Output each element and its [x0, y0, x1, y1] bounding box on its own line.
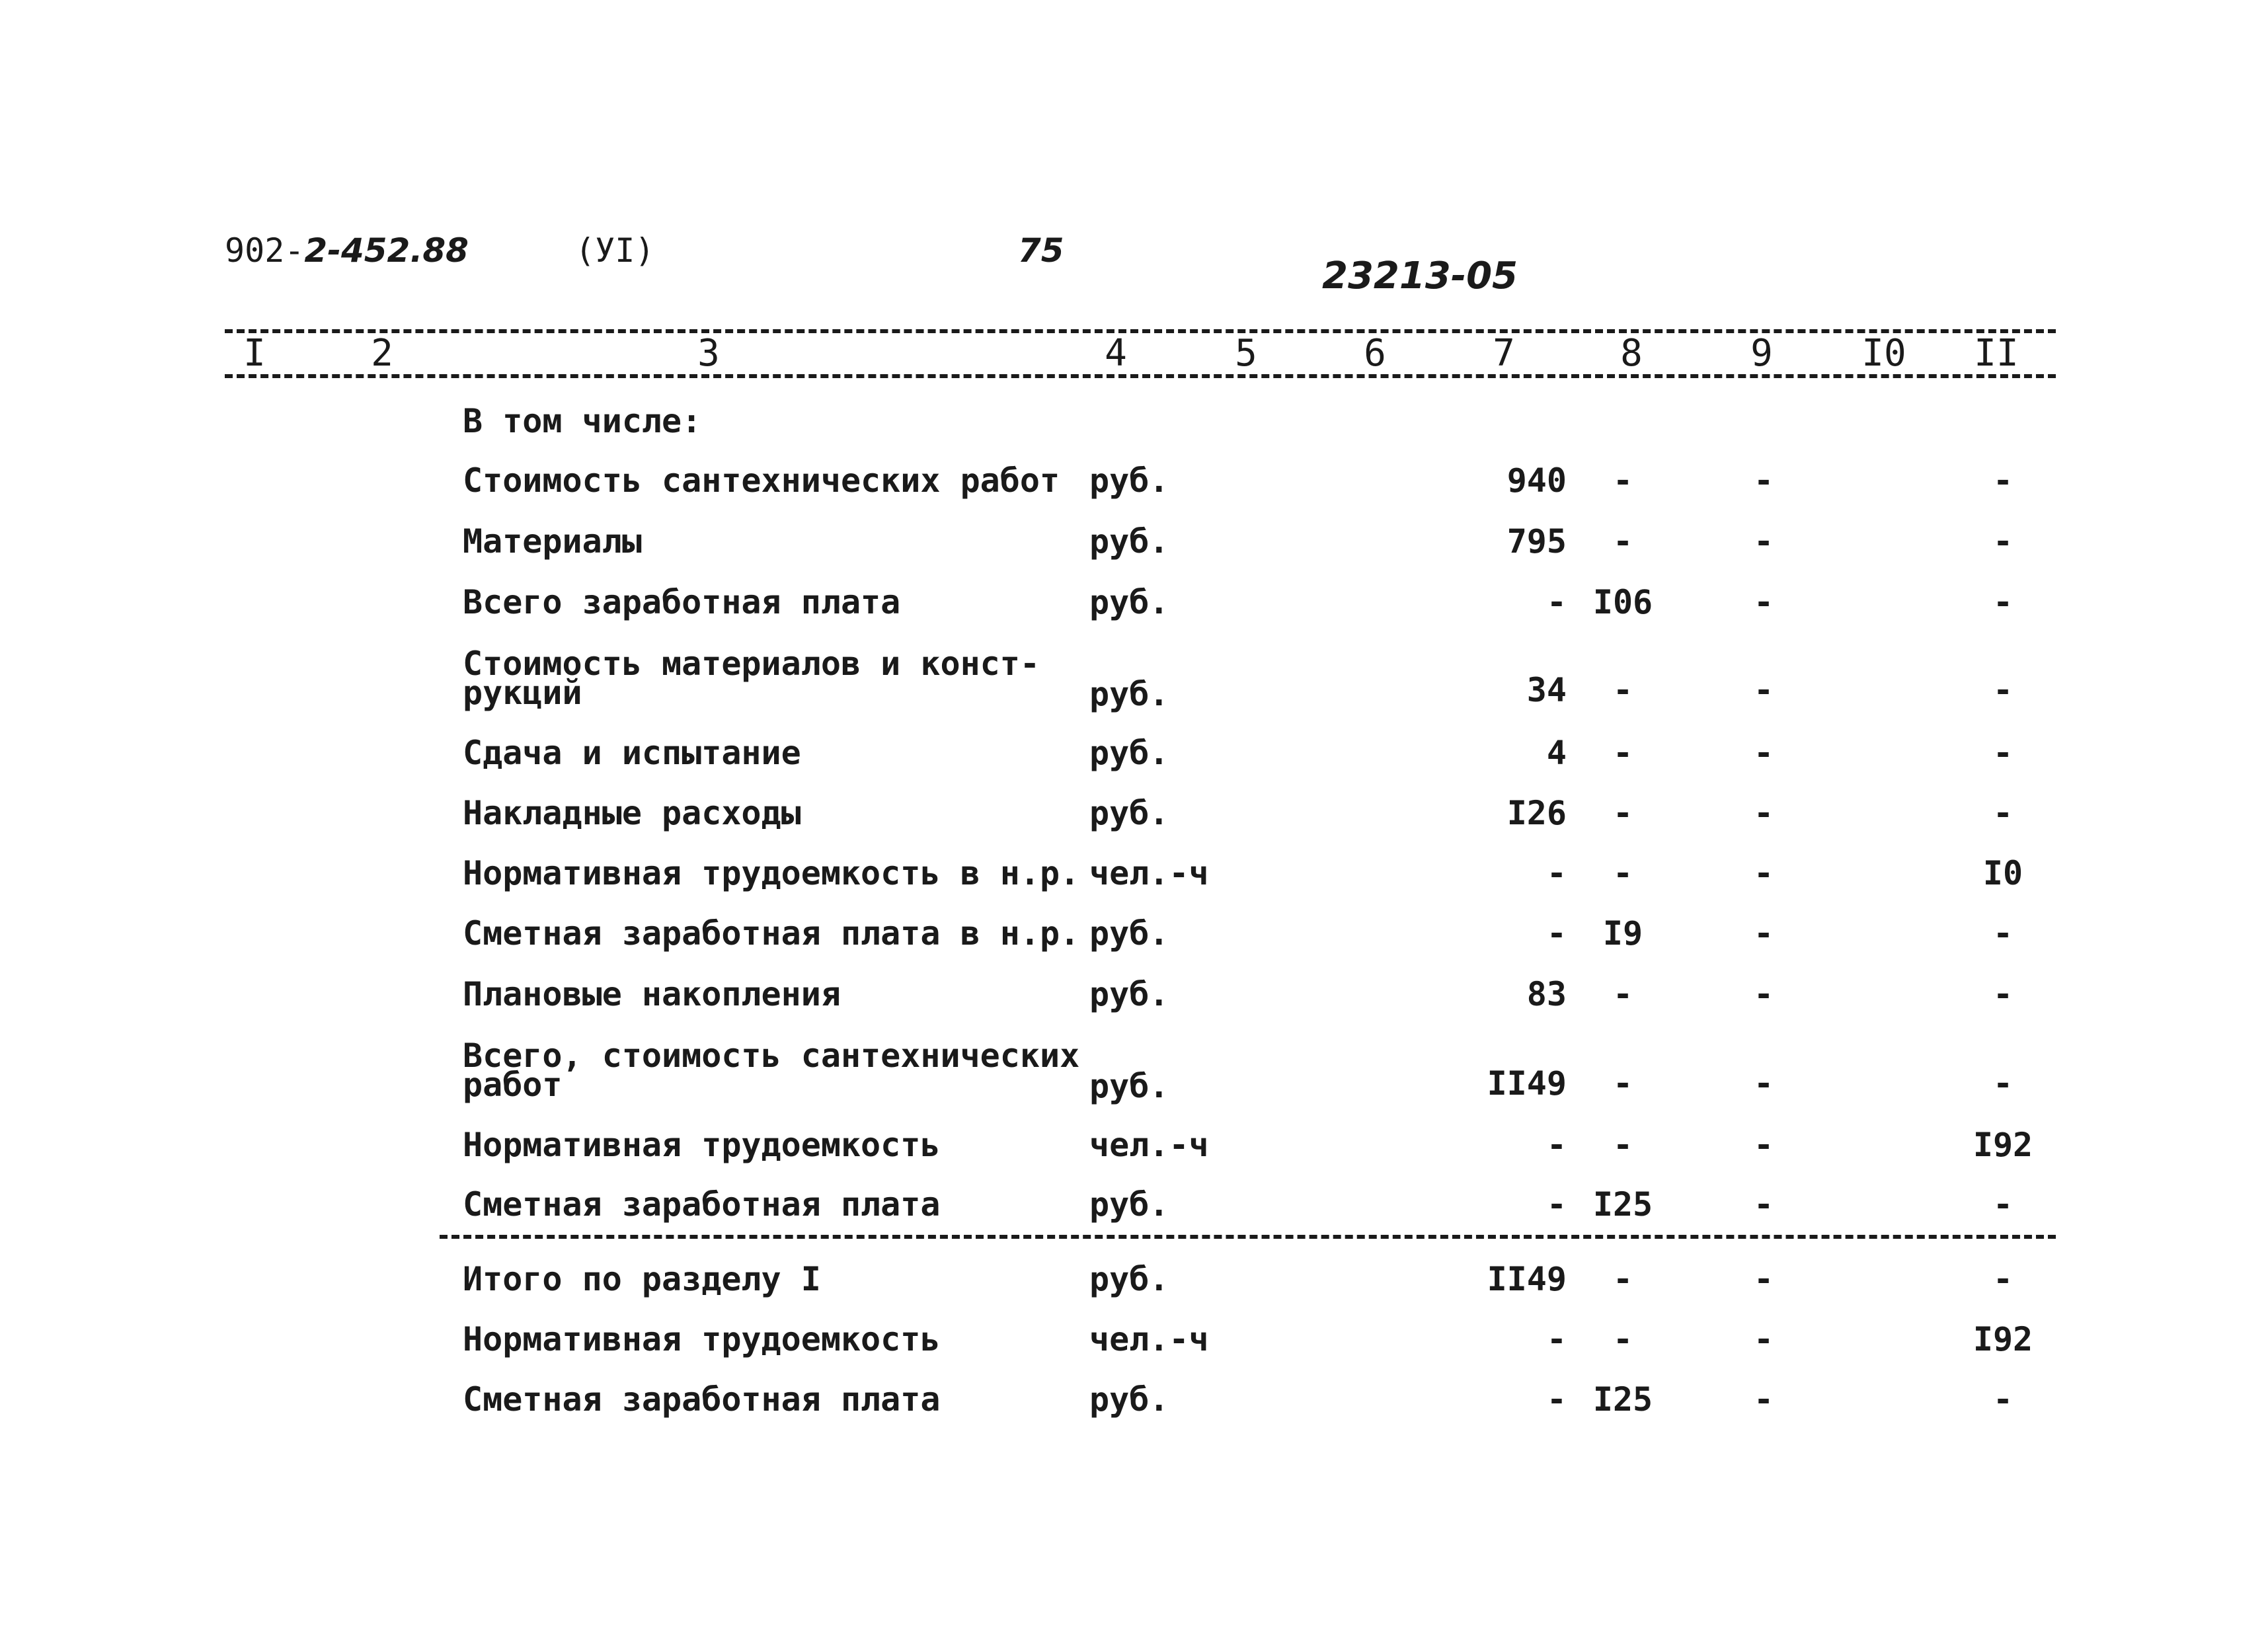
col-6: 6 [1364, 332, 1386, 375]
cell-col9: - [1753, 1185, 1774, 1224]
cell-col8: - [1612, 1126, 1633, 1164]
row-label: Стоимость сантехнических работ [463, 461, 1060, 500]
cell-col7: 4 [1546, 734, 1567, 772]
cell-col7: 795 [1506, 522, 1567, 561]
cell-col8: - [1612, 794, 1633, 832]
table-row [0, 522, 2268, 588]
row-label: Нормативная трудоемкость в н.р. [463, 854, 1080, 892]
cell-col9: - [1753, 1064, 1774, 1103]
row-unit: руб. [1089, 675, 1169, 713]
table-row [0, 1320, 2268, 1386]
cell-col9: - [1753, 854, 1774, 892]
cell-col7: - [1546, 1126, 1567, 1164]
cell-col11: - [1992, 794, 2014, 832]
cell-col11: I92 [1973, 1320, 2033, 1358]
col-7: 7 [1493, 332, 1515, 375]
cell-col8: - [1612, 671, 1633, 709]
row-label: Сметная заработная плата в н.р. [463, 914, 1080, 953]
cell-col9: - [1753, 583, 1774, 621]
row-label: Итого по разделу I [463, 1260, 821, 1298]
table-row [0, 1185, 2268, 1251]
table-row [0, 402, 2268, 467]
document-number [225, 231, 469, 270]
row-unit: руб. [1089, 914, 1169, 953]
row-label: Нормативная трудоемкость [463, 1126, 941, 1164]
cell-col8: I9 [1602, 914, 1643, 953]
cell-col9: - [1753, 1380, 1774, 1419]
cell-col11: - [1992, 734, 2014, 772]
cell-col7: 34 [1526, 671, 1567, 709]
cell-col8: - [1612, 1064, 1633, 1103]
cell-col9: - [1753, 1260, 1774, 1298]
cell-col9: - [1753, 975, 1774, 1013]
cell-col8: - [1612, 734, 1633, 772]
col-8: 8 [1620, 332, 1643, 375]
row-unit: чел.-ч [1089, 1320, 1209, 1358]
document-number-handwritten: 2-452.88 [304, 231, 469, 270]
cell-col11: I92 [1973, 1126, 2033, 1164]
cell-col7: II49 [1487, 1064, 1567, 1103]
cell-col9: - [1753, 1126, 1774, 1164]
row-unit: руб. [1089, 461, 1169, 500]
table-row [0, 975, 2268, 1040]
cell-col7: - [1546, 914, 1567, 953]
row-unit: руб. [1089, 583, 1169, 621]
cell-col11: - [1992, 1260, 2014, 1298]
cell-col7: - [1546, 1380, 1567, 1419]
cell-col8: - [1612, 461, 1633, 500]
cell-col8: - [1612, 1320, 1633, 1358]
table-row [0, 794, 2268, 859]
row-label: Стоимость материалов и конст- рукций [463, 645, 1040, 712]
cell-col11: - [1992, 461, 2014, 500]
section-separator [440, 1235, 2056, 1239]
cell-col7: - [1546, 583, 1567, 621]
cell-col7: - [1546, 1320, 1567, 1358]
row-unit: руб. [1089, 1380, 1169, 1419]
section-label: (УI) [575, 231, 655, 270]
cell-col11: - [1992, 522, 2014, 561]
row-label: Накладные расходы [463, 794, 801, 832]
row-unit: руб. [1089, 975, 1169, 1013]
table-row [0, 645, 2268, 735]
page-number: 75 [1018, 231, 1064, 270]
cell-col7: - [1546, 854, 1567, 892]
col-10: I0 [1861, 332, 1906, 375]
cell-col7: 83 [1526, 975, 1567, 1013]
table-row [0, 461, 2268, 527]
row-unit: руб. [1089, 522, 1169, 561]
table-row [0, 1380, 2268, 1446]
cell-col9: - [1753, 1320, 1774, 1358]
cell-col11: I0 [1982, 854, 2023, 892]
row-label: Сметная заработная плата [463, 1380, 941, 1419]
col-2: 2 [371, 332, 393, 375]
cell-col8: - [1612, 854, 1633, 892]
col-1: I [243, 332, 266, 375]
table-row [0, 583, 2268, 648]
row-label: В том числе: [463, 402, 702, 440]
cell-col11: - [1992, 671, 2014, 709]
cell-col9: - [1753, 671, 1774, 709]
cell-col9: - [1753, 914, 1774, 953]
table-row [0, 734, 2268, 799]
col-9: 9 [1750, 332, 1773, 375]
cell-col8: I06 [1592, 583, 1653, 621]
table-row [0, 1037, 2268, 1127]
row-label: Нормативная трудоемкость [463, 1320, 941, 1358]
row-unit: руб. [1089, 734, 1169, 772]
row-unit: руб. [1089, 1185, 1169, 1224]
document-code: 23213-05 [1322, 255, 1518, 297]
row-label: Сдача и испытание [463, 734, 801, 772]
row-unit: чел.-ч [1089, 854, 1209, 892]
cell-col9: - [1753, 734, 1774, 772]
cell-col7: 940 [1506, 461, 1567, 500]
row-label: Плановые накопления [463, 975, 841, 1013]
cell-col8: - [1612, 1260, 1633, 1298]
row-label: Сметная заработная плата [463, 1185, 941, 1224]
row-label: Всего, стоимость сантехнических работ [463, 1037, 1080, 1104]
table-row [0, 1260, 2268, 1325]
table-row [0, 854, 2268, 920]
document-prefix: 902- [225, 231, 305, 270]
cell-col11: - [1992, 975, 2014, 1013]
col-11: II [1974, 332, 2019, 375]
row-unit: руб. [1089, 794, 1169, 832]
cell-col8: I25 [1592, 1185, 1653, 1224]
col-5: 5 [1235, 332, 1257, 375]
row-unit: руб. [1089, 1067, 1169, 1105]
row-label: Материалы [463, 522, 642, 561]
cell-col9: - [1753, 461, 1774, 500]
cell-col11: - [1992, 1064, 2014, 1103]
cell-col9: - [1753, 794, 1774, 832]
cell-col8: I25 [1592, 1380, 1653, 1419]
cell-col7: II49 [1487, 1260, 1567, 1298]
col-4: 4 [1105, 332, 1127, 375]
cell-col11: - [1992, 1380, 2014, 1419]
row-unit: руб. [1089, 1260, 1169, 1298]
cell-col8: - [1612, 975, 1633, 1013]
cell-col8: - [1612, 522, 1633, 561]
cell-col11: - [1992, 1185, 2014, 1224]
row-label: Всего заработная плата [463, 583, 901, 621]
table-row [0, 1126, 2268, 1191]
cell-col11: - [1992, 914, 2014, 953]
col-3: 3 [697, 332, 720, 375]
cell-col9: - [1753, 522, 1774, 561]
table-row [0, 914, 2268, 980]
cell-col11: - [1992, 583, 2014, 621]
row-unit: чел.-ч [1089, 1126, 1209, 1164]
cell-col7: - [1546, 1185, 1567, 1224]
cell-col7: I26 [1506, 794, 1567, 832]
